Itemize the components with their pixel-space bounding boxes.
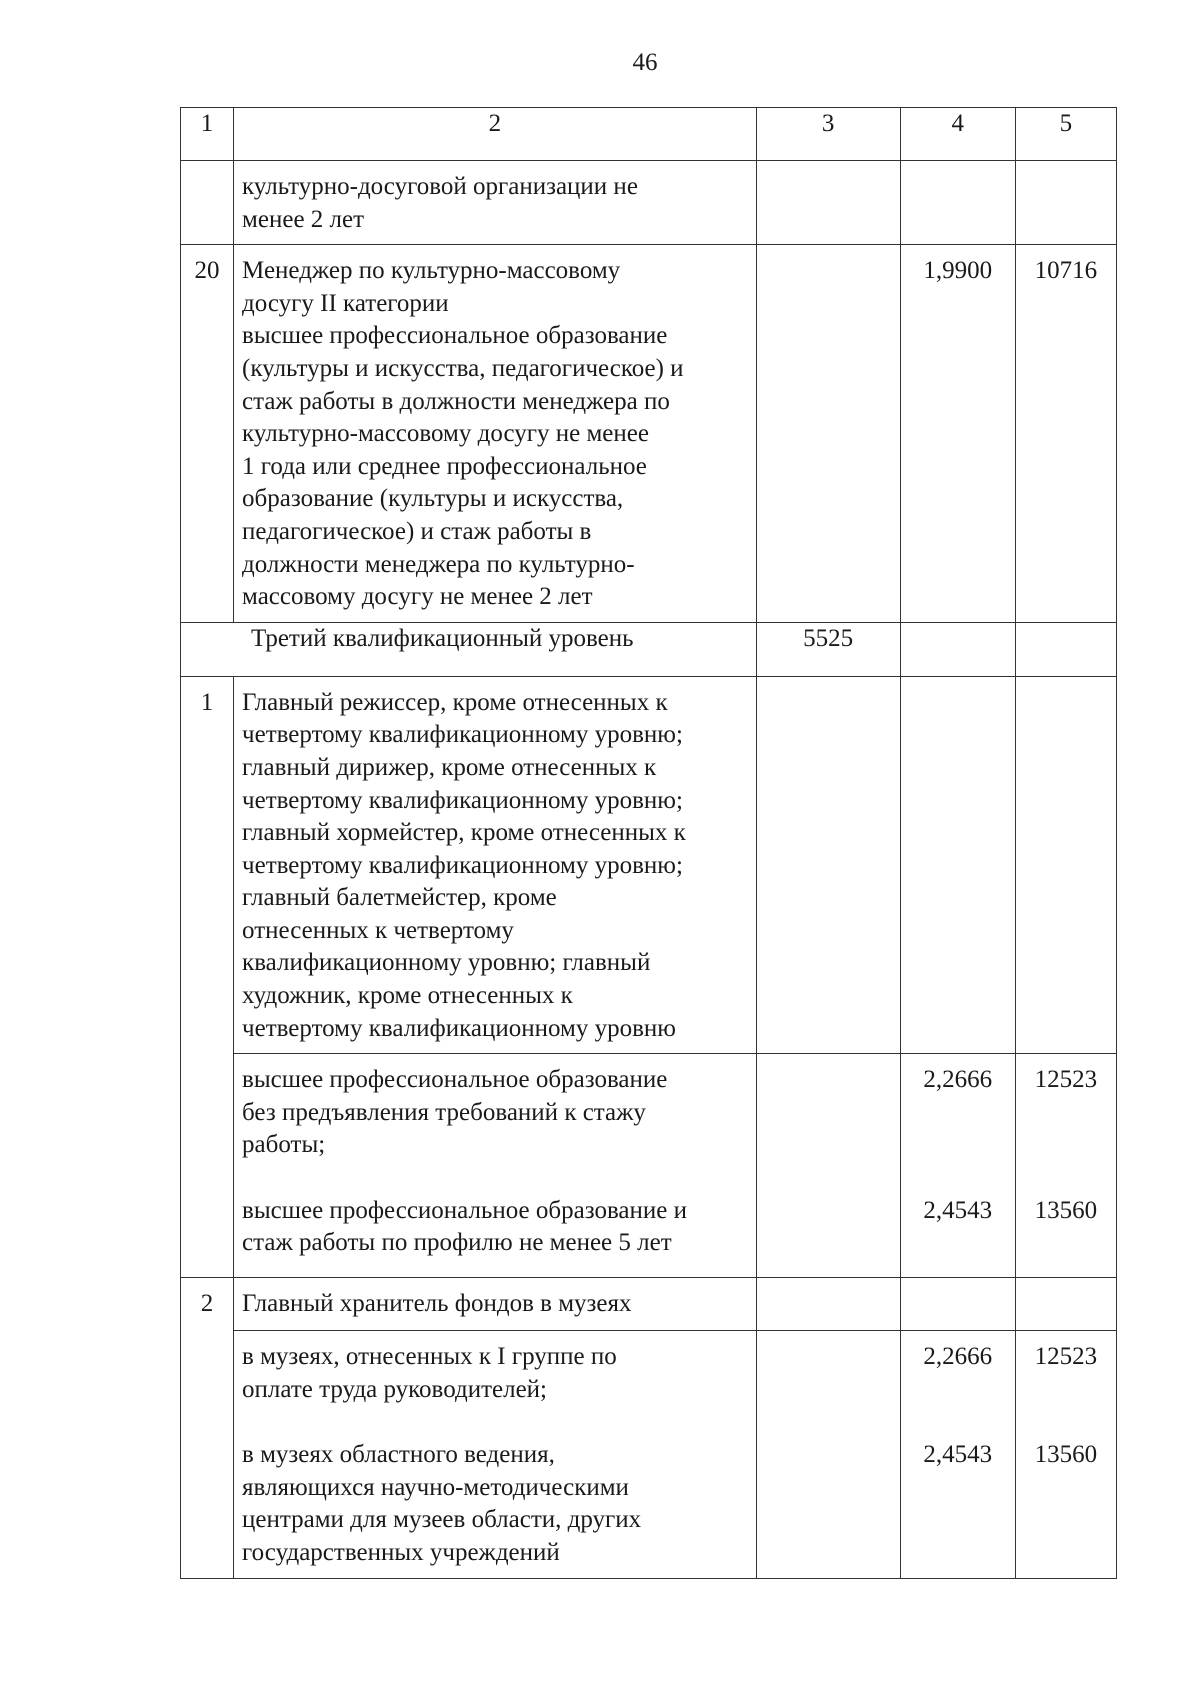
qualification-level-row <box>181 622 1117 676</box>
table-row-2-requirements <box>181 1331 1117 1579</box>
row-number: 1 <box>181 676 234 1278</box>
position-description: культурно-досуговой организации не менее 2 лет <box>234 161 757 245</box>
position-description: Менеджер по культурно-массовому досугу II категории высшее профессиональное образование (культуры и искусства, педагогическое) и стаж работы в должности менеджера по культурно-массовому досугу не менее 1 года или среднее профессиональное образование (культуры и искусства, педагогическое) и стаж работы в должности менеджера по культурно- массовому досугу не менее 2 лет <box>234 245 757 623</box>
table-header-row <box>181 108 1117 161</box>
salary-table <box>180 107 1117 1579</box>
header-col-4: 4 <box>900 108 1015 161</box>
table-row-1-requirements <box>181 1054 1117 1278</box>
header-col-5: 5 <box>1015 108 1116 161</box>
base-salary: 5525 <box>756 622 900 676</box>
requirements-description: в музеях, отнесенных к I группе по оплате труда руководителей; в музеях областного ведения, являющихся научно-методическими центрами для музеев области, других государственных учреждений <box>234 1331 757 1579</box>
salary: 12523 13560 <box>1015 1054 1116 1278</box>
header-col-1: 1 <box>181 108 234 161</box>
table-row-20 <box>181 245 1117 623</box>
table-row-continuation <box>181 161 1117 245</box>
coefficient: 2,2666 2,4543 <box>900 1054 1015 1278</box>
header-col-2: 2 <box>234 108 757 161</box>
page-number: 46 <box>632 49 658 76</box>
position-description: Главный хранитель фондов в музеях <box>234 1278 757 1331</box>
qualification-level-label: Третий квалификационный уровень <box>181 622 757 676</box>
salary: 12523 13560 <box>1015 1331 1116 1579</box>
coefficient: 1,9900 <box>900 245 1015 623</box>
row-number: 20 <box>181 245 234 623</box>
header-col-3: 3 <box>756 108 900 161</box>
salary: 10716 <box>1015 245 1116 623</box>
position-description: Главный режиссер, кроме отнесенных к четвертому квалификационному уровню; главный дирижер, кроме отнесенных к четвертому квалификационному уровню; главный хормейстер, кроме отнесенных к четвертому квалификационному уровню; главный балетмейстер, кроме отнесенных к четвертому квалификационному уровню; главный художник, кроме отнесенных к четвертому квалификационному уровню <box>234 676 757 1054</box>
table-row-2 <box>181 1278 1117 1331</box>
coefficient: 2,2666 2,4543 <box>900 1331 1015 1579</box>
table-row-1 <box>181 676 1117 1054</box>
row-number: 2 <box>181 1278 234 1579</box>
requirements-description: высшее профессиональное образование без предъявления требований к стажу работы; высшее профессиональное образование и стаж работы по профилю не менее 5 лет <box>234 1054 757 1278</box>
